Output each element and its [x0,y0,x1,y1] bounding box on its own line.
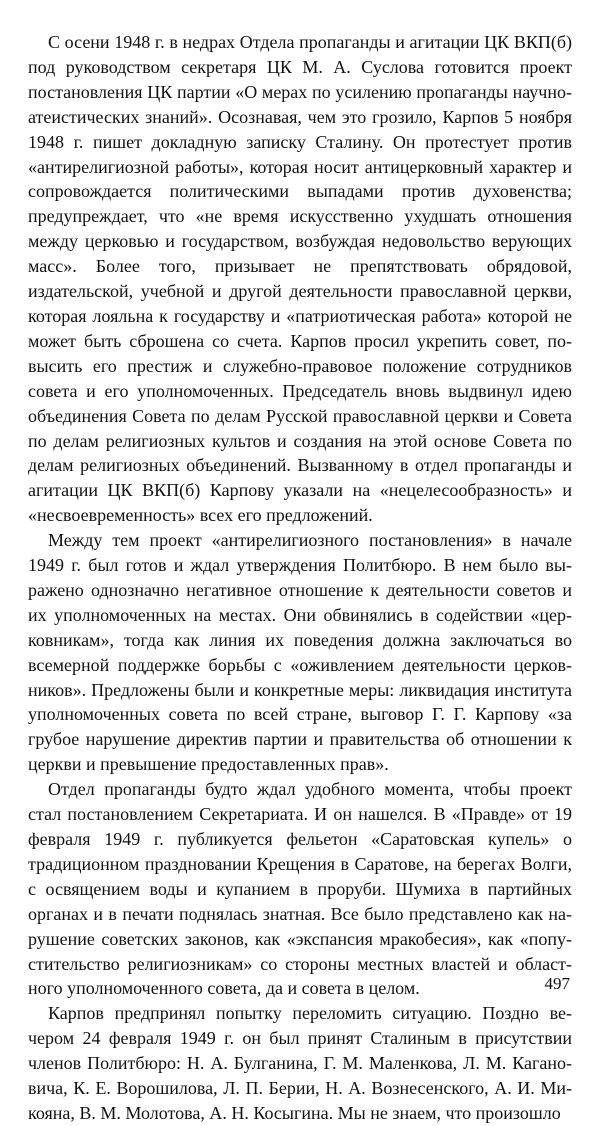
paragraph-3: Отдел пропаганды будто ждал удобного момента, чтобы проект стал постановлением Секретариата. И он нашелся. В «Правде» от 19 февраля 1949 г. публикуется фельетон «Саратовская купель» о традиционном праздновании Крещения в Саратове, на берегах Волги, с освящением воды и купанием в проруби. Шумиха в партийных органах и в печати поднялась знатная. Все было представлено как нарушение советских законов, как «экспансия мракобесия», как «попустительство религиозникам» со стороны местных властей и областного уполномоченного совета, да и совета в целом. [28,779,572,999]
book-page [28,30,572,1123]
paragraph-1: С осени 1948 г. в недрах Отдела пропаганды и агитации ЦК ВКП(б) под руководством секретаря ЦК М. А. Суслова готовится проект постановления ЦК партии «О мерах по усилению пропаганды научно-атеистических знаний». Осознавая, чем это грозило, Карпов 5 ноября 1948 г. пишет докладную записку Сталину. Он протестует против «антирелигиозной работы», которая носит антицерковный характер и сопровождается политическими выпадами против духовенства; предупреждает, что «не время искусственно ухудшать отношения между церковью и государством, возбуждая недовольство верующих масс». Более того, призывает не препятствовать обрядовой, издательской, учебной и другой деятельности православной церкви, которая лояльна к государству и «патриотическая работа» которой не может быть сброшена со счета. Карпов просил укрепить совет, повысить его престиж и служебно-правовое положение сотрудников совета и его уполномоченных. Председатель вновь выдвинул идею объединения Совета по делам Русской православной церкви и Совета по делам религиозных культов и создания на этой основе Совета по делам религиозных объединений. Вызванному в отдел пропаганды и агитации ЦК ВКП(б) Карпову указали на «нецелесообразность» и «несвоевременность» всех его предложений. [28,32,572,526]
page-number: 497 [544,974,570,993]
paragraph-4: Карпов предпринял попытку переломить ситуацию. Поздно вечером 24 февраля 1949 г. он был принят Сталиным в присутствии членов Политбюро: Н. А. Булганина, Г. М. Маленкова, Л. М. Кагановича, К. Е. Ворошилова, Л. П. Берии, Н. А. Вознесенского, А. И. Микояна, В. М. Молотова, А. Н. Косыгина. Мы не знаем, что произошло [28,1003,572,1123]
paragraph-2: Между тем проект «антирелигиозного постановления» в начале 1949 г. был готов и ждал утверждения Политбюро. В нем было выражено однозначно негативное отношение к деятельности советов и их уполномоченных на местах. Они обвинялись в содействии «церковникам», тогда как линия их поведения должна заключаться во всемерной поддержке борьбы с «оживлением деятельности церковников». Предложены были и конкретные меры: ликвидация института уполномоченных совета по всей стране, выговор Г. Г. Карпову «за грубое нарушение директив партии и правительства об отношении к церкви и превышение предоставленных прав». [28,530,572,775]
